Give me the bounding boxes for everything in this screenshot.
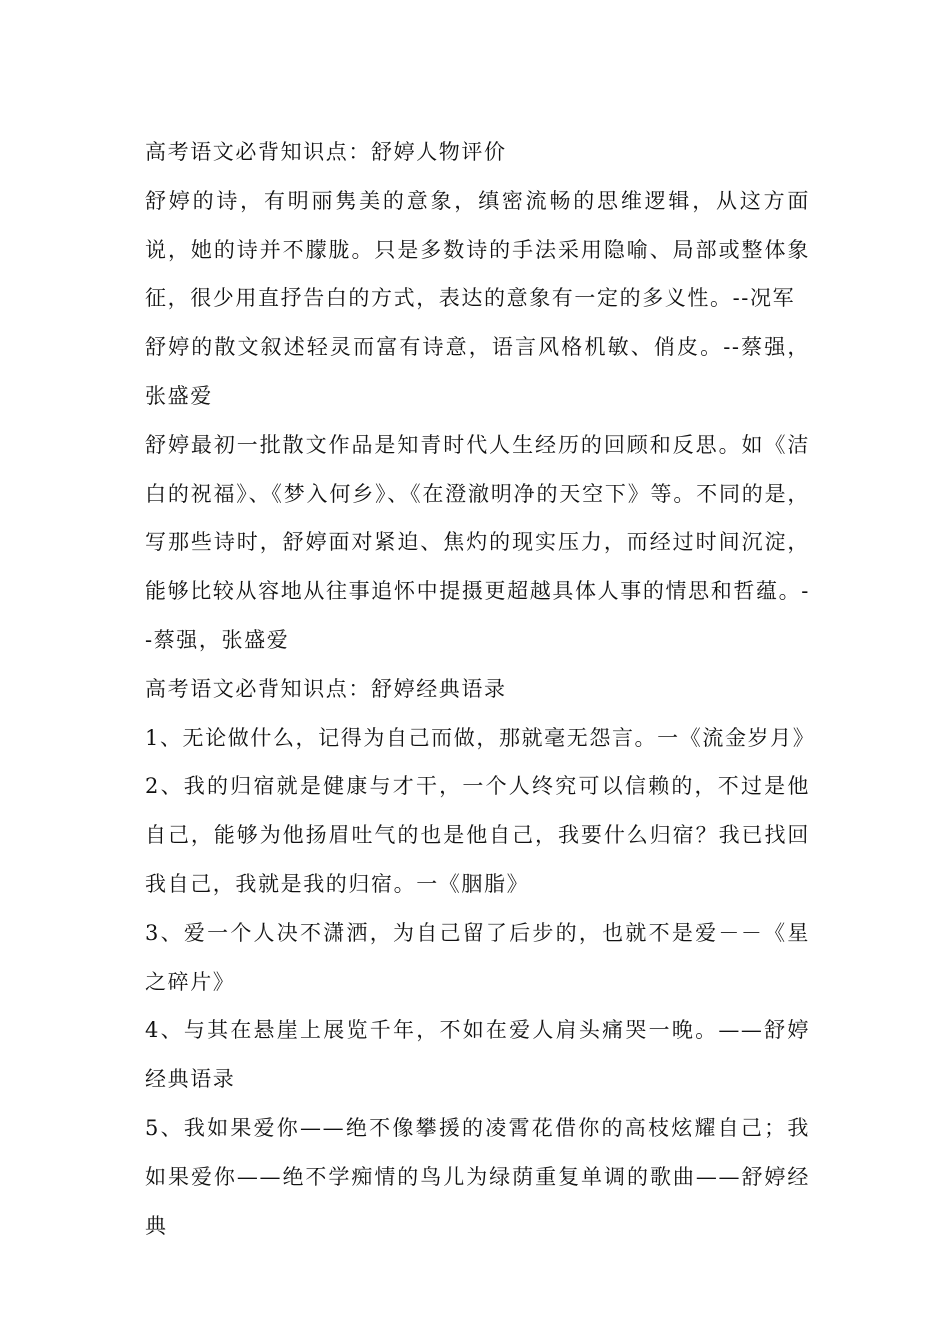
quote-item: 4、与其在悬崖上展览千年，不如在爱人肩头痛哭一晚。——舒婷经典语录 bbox=[145, 1018, 810, 1092]
paragraph: 舒婷最初一批散文作品是知青时代人生经历的回顾和反思。如《洁白的祝福》、《梦入何乡》、《在澄澈明净的天空下》等。不同的是，写那些诗时，舒婷面对紧迫、焦灼的现实压力，而经过时间沉淀，能够比较从容地从往事追怀中提摄更超越具体人事的情思和哲蕴。--蔡强，张盛爱 bbox=[145, 432, 810, 652]
paragraph: 舒婷的诗，有明丽隽美的意象，缜密流畅的思维逻辑，从这方面说，她的诗并不朦胧。只是多数诗的手法采用隐喻、局部或整体象征，很少用直抒告白的方式，表达的意象有一定的多义性。--况军 bbox=[145, 188, 810, 311]
quote-item: 3、爱一个人决不潇洒，为自己留了后步的，也就不是爱－－《星之碎片》 bbox=[145, 920, 810, 994]
paragraph: 舒婷的散文叙述轻灵而富有诗意，语言风格机敏、俏皮。--蔡强，张盛爱 bbox=[145, 335, 810, 408]
section-heading-quotes: 高考语文必背知识点：舒婷经典语录 bbox=[145, 676, 507, 701]
quote-item: 1、无论做什么，记得为自己而做，那就毫无怨言。一《流金岁月》 bbox=[145, 725, 816, 750]
quote-item: 2、我的归宿就是健康与才干，一个人终究可以信赖的，不过是他自己，能够为他扬眉吐气的也是他自己，我要什么归宿？我已找回我自己，我就是我的归宿。一《胭脂》 bbox=[145, 774, 810, 896]
document-body bbox=[145, 128, 816, 1250]
section-heading-evaluation: 高考语文必背知识点：舒婷人物评价 bbox=[145, 140, 507, 164]
quote-item: 5、我如果爱你——绝不像攀援的凌霄花借你的高枝炫耀自己；我如果爱你——绝不学痴情的鸟儿为绿荫重复单调的歌曲——舒婷经典 bbox=[145, 1115, 810, 1238]
